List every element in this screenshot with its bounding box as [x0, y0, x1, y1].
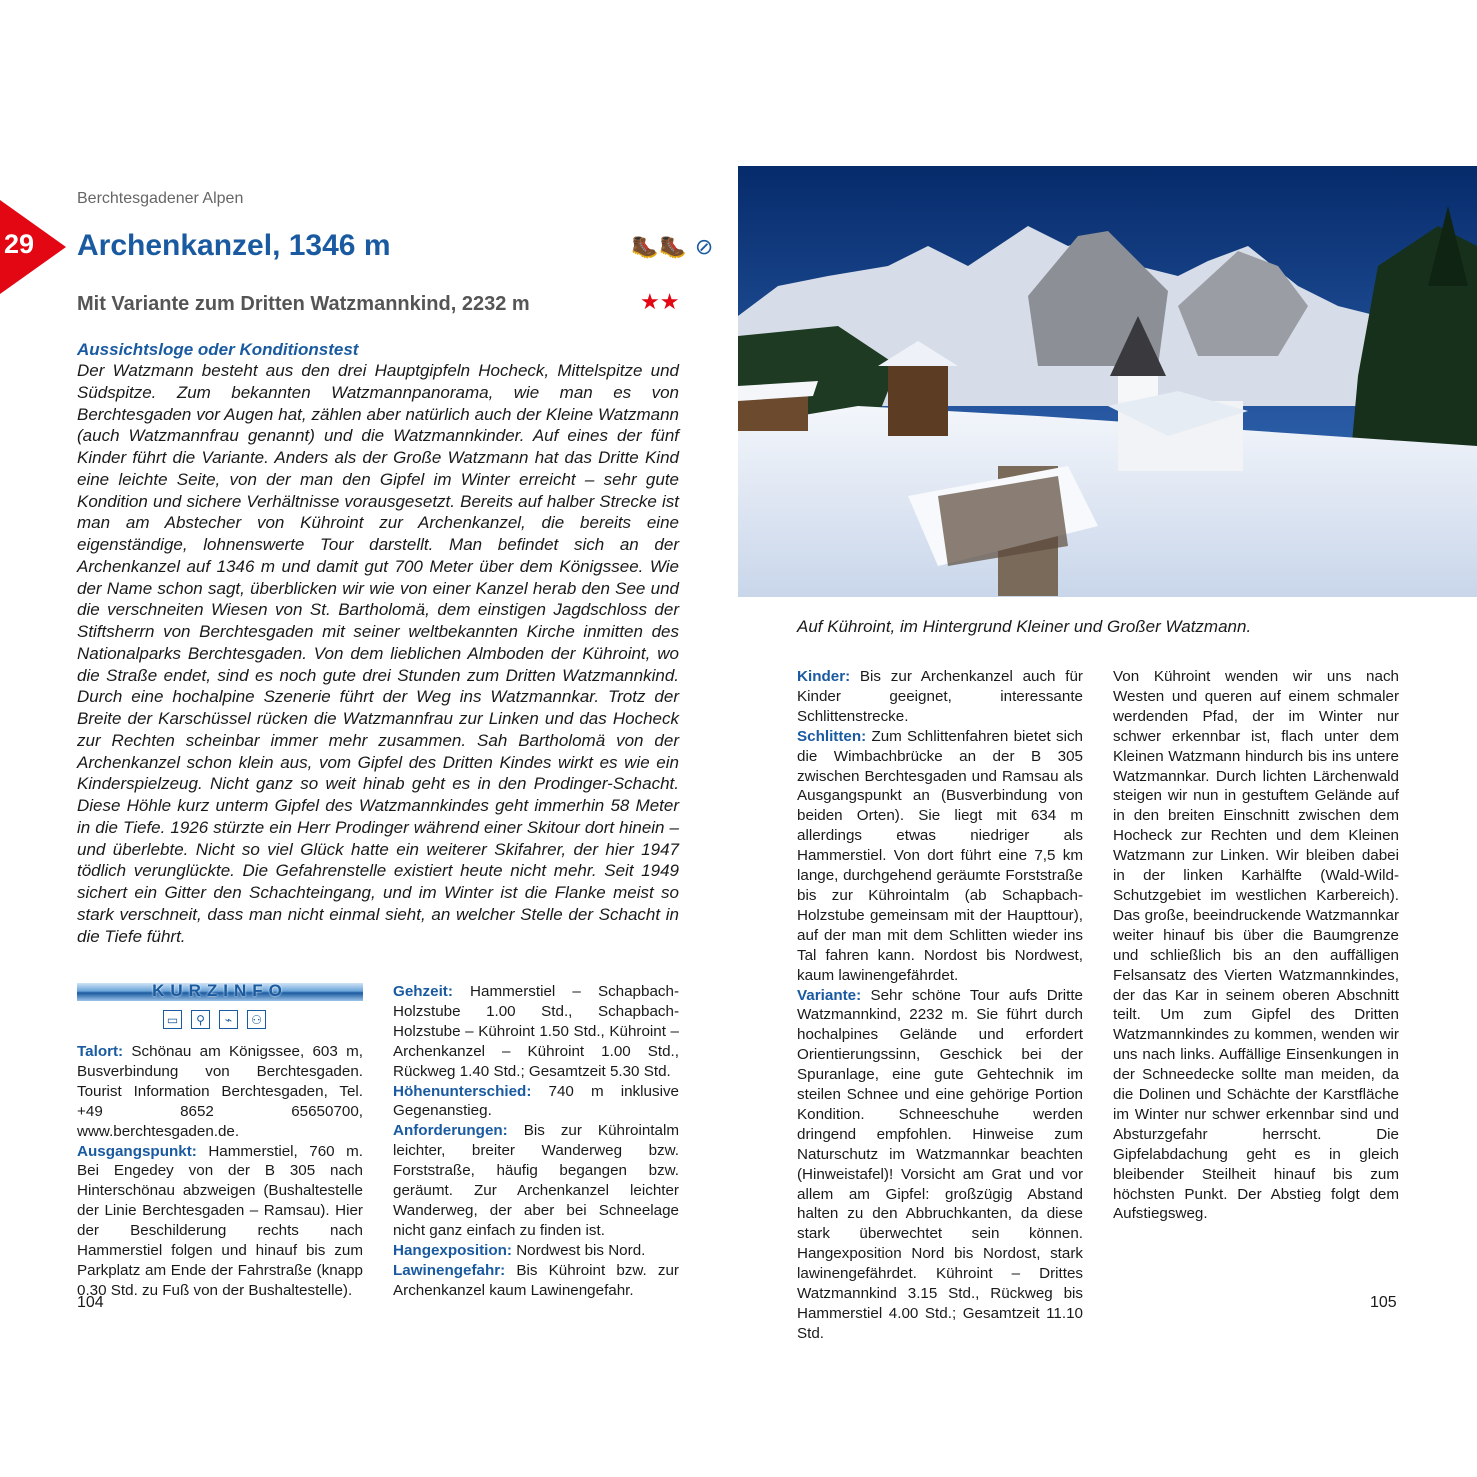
hangexposition-text: Nordwest bis Nord.: [516, 1241, 646, 1259]
kurzinfo-column-2: [393, 982, 679, 1301]
photo-caption: Auf Kühroint, im Hintergrund Kleiner und Großer Watzmann.: [797, 617, 1252, 636]
gehzeit-text: Hammerstiel – Schapbach-Holzstube 1.00 Std., Schapbach-Holzstube – Kühroint 1.50 Std., Kühroint – Archenkanzel – Kühroint 1.00 Std., Rückweg 1.40 Std.; Gesamtzeit 5.30 Std.: [393, 983, 679, 1080]
kurzinfo-column-3: [797, 667, 1083, 1344]
tour-subtitle: Mit Variante zum Dritten Watzmannkind, 2232 m: [77, 293, 530, 315]
photo-kuehroint: [738, 166, 1477, 597]
kinder-text: Bis zur Archenkanzel auch für Kinder geeignet, interessante Schlittenstrecke.: [797, 668, 1083, 725]
region-label: Berchtesgadener Alpen: [77, 190, 244, 207]
family-icon: ⚲: [191, 1010, 210, 1029]
sled-icon: ⌁: [219, 1010, 238, 1029]
kurzinfo-column-4: [1113, 667, 1399, 1224]
group-icon: ⚇: [247, 1010, 266, 1029]
gehzeit-label: Gehzeit:: [393, 983, 453, 1000]
talort-label: Talort:: [77, 1043, 124, 1060]
intro-heading: Aussichtsloge oder Konditionstest: [77, 340, 359, 359]
lawinengefahr-label: Lawinengefahr:: [393, 1261, 506, 1279]
kinder-label: Kinder:: [797, 668, 851, 685]
intro-text: Der Watzmann besteht aus den drei Hauptgipfeln Hocheck, Mittelspitze und Südspitze. Zum bekannten Watzmannpanorama, wie man es von Berchtesgaden vor Augen hat, zählen aber natürlich auch der Kleine Watzmann (auch Watzmannfrau genannt) und die Watzmannkinder. Auf eines der fünf Kinder führt die Variante. Anders als der Große Watzmann hat das Dritte Kind eine leichte Seite, von der man den Gipfel im Winter erreicht – sehr gute Kondition und sichere Verhältnisse vorausgesetzt. Bereits auf halber Strecke ist man am Abstecher von Kühroint zur Archenkanzel, die bereits eine eigenständige, lohnenswerte Tour darstellt. Man befindet sich an der Archenkanzel auf 1346 m und damit gut 700 Meter über dem Königssee. Wie der Name schon sagt, überblicken wir wie von einer Kanzel herab den See und die verschneiten Wiesen von St. Bartholomä, dem einstigen Jagdschloss der Stiftsherrn von Berchtesgaden mit seiner weltbekannten Kirche inmitten des Nationalparks Berchtesgaden. Von dem lieblichen Almboden der Kühroint, wo die Straße endet, sind es noch gute drei Stunden zum Dritten Watzmannkind. Durch eine hochalpine Szenerie führt der Weg ins Watzmannkar. Trotz der Breite der Karschüssel rücken die Watzmannfrau zur Linken und das Hocheck zur Rechten scheinbar immer mehr zusammen. Sah Bartholomä von der Archenkanzel schon klein aus, vom Gipfel des Dritten Kindes wirkt es wie ein Kinderspielzeug. Nicht ganz so weit hinab geht es in den Prodinger-Schacht. Diese Höhle kurz unterm Gipfel des Watzmannkindes geht immerhin 58 Meter in die Tiefe. 1926 stürzte ein Herr Prodinger während einer Skitour dort hinein – und überlebte. Nicht so viel Glück hatte ein weiterer Skifahrer, der hier 1947 tödlich verunglückte. Die Gefahrenstelle existiert heute nicht mehr. Seit 1949 sichert ein Gitter den Schachteingang, und im Winter ist die Flanke meist so stark verschneit, dass man nicht einmal sieht, an welcher Stelle der Schacht in die Tiefe führt.: [77, 361, 679, 946]
lawinengefahr-text: Bis Kühroint bzw. zur Archenkanzel kaum Lawinengefahr.: [393, 1261, 679, 1299]
anforderungen-label: Anforderungen:: [393, 1122, 508, 1140]
page-number-left: 104: [77, 1294, 104, 1311]
kurzinfo-icons: [163, 1010, 275, 1029]
hiking-icon: 🥾🥾 ⊘: [631, 234, 715, 259]
tour-title: Archenkanzel, 1346 m: [77, 229, 391, 262]
kurzinfo-column-1: [77, 1042, 363, 1301]
variante-label: Variante:: [797, 986, 862, 1004]
kurzinfo-label: KURZINFO: [152, 981, 288, 1000]
schlitten-label: Schlitten:: [797, 727, 867, 745]
page-number-right: 105: [1370, 1294, 1397, 1311]
schlitten-text: Zum Schlittenfahren bietet sich die Wimbachbrücke an der B 305 zwischen Berchtesgaden und Ramsau als Ausgangspunkt an (Busverbindung von beiden Orten). Sie liegt mit 634 m allerdings etwas niedriger als Hammerstiel. Von dort führt eine 7,5 km lange, durchgehend geräumte Forststraße bis zur Kührointalm (ab Schapbach-Holzstube gemeinsam mit der Haupttour), auf der man mit dem Schlitten wieder ins Tal fahren kann. Nordost bis Nordwest, kaum lawinengefährdet.: [797, 727, 1083, 984]
variante-text: Sehr schöne Tour aufs Dritte Watzmannkind, 2232 m. Sie führt durch hochalpines Gelände und erfordert Orientierungssinn, Geschick bei der Spuranlage, eine gute Gehtechnik im steilen Schnee und eine gehörige Portion Kondition. Schneeschuhe werden dringend empfohlen. Hinweise zum Naturschutz im Watzmannkar beachten (Hinweistafel)! Vorsicht am Grat und vor allem am Gipfel: großzügig Abstand halten zu den Abbruchkanten, da diese stark überwechtet sein können. Hangexposition Nord bis Nordost, stark lawinengefährdet. Kühroint – Drittes Watzmannkind 3.15 Std., Rückweg bis Hammerstiel 4.00 Std.; Gesamtzeit 11.10 Std.: [797, 986, 1083, 1342]
tour-number: 29: [4, 229, 35, 259]
ausgangspunkt-text: Hammerstiel, 760 m. Bei Engedey von der B 305 nach Hinterschönau abzweigen (Bushaltestelle der Linie Berchtesgaden – Ramsau). Hier der Beschilderung rechts nach Hammerstiel folgen und hinauf bis zum Parkplatz am Ende der Fahrstraße (knapp 0.30 Std. zu Fuß von der Bushaltestelle).: [77, 1142, 363, 1299]
talort-text: Schönau am Königssee, 603 m, Busverbindung von Berchtesgaden. Tourist Information Berchtesgaden, Tel. +49 8652 65650700, www.berchtesgaden.de.: [77, 1043, 363, 1140]
hangexposition-label: Hangexposition:: [393, 1241, 512, 1259]
hoehenunterschied-label: Höhenunterschied:: [393, 1082, 532, 1100]
hoehenunterschied-text: 740 m inklusive Gegenanstieg.: [393, 1082, 679, 1120]
ausgangspunkt-label: Ausgangspunkt:: [77, 1142, 197, 1160]
anforderungen-text: Bis zur Kührointalm leichter, breiter Wanderweg bzw. Forststraße, häufig begangen bzw. geräumt. Zur Archenkanzel leichter Wanderweg, der aber bei Schneelage nicht ganz einfach zu finden ist.: [393, 1122, 679, 1239]
variante-text-continued: Von Kühroint wenden wir uns nach Westen und queren auf einem schmaler werdenden Pfad, der im Winter nur schwer erkennbar ist, flach unter dem Kleinen Watzmann hindurch bis ins untere Watzmannkar. Durch lichten Lärchenwald steigen wir nun in gestuftem Gelände auf in den breiten Einschnitt zwischen dem Hocheck zur Rechten und dem Kleinen Watzmann zur Linken. Wir bleiben dabei in der linken Karhälfte (Wald-Wild-Schutzgebiet im westlichen Karbereich). Das große, beeindruckende Watzmannkar weiter hinauf bis über die Baumgrenze und schließlich bis an den auffälligen Felsansatz des Vierten Watzmannkindes, der das Kar in seinem oberen Abschnitt teilt. Um zum Gipfel des Dritten Watzmannkindes zu kommen, wenden wir uns nach links. Auffällige Einsenkungen in der Schneedecke sollte man meiden, da die Dolinen und Schächte der Karstfläche im Winter nur schwer erkennbar sind und Absturzgefahr herrscht. Die Gipfelabdachung geht es in gleich bleibender Steilheit hinauf bis zum höchsten Punkt. Der Abstieg folgt dem Aufstiegsweg.: [1113, 668, 1399, 1223]
bus-icon: ▭: [163, 1010, 182, 1029]
difficulty-stars: ★★: [640, 289, 680, 314]
